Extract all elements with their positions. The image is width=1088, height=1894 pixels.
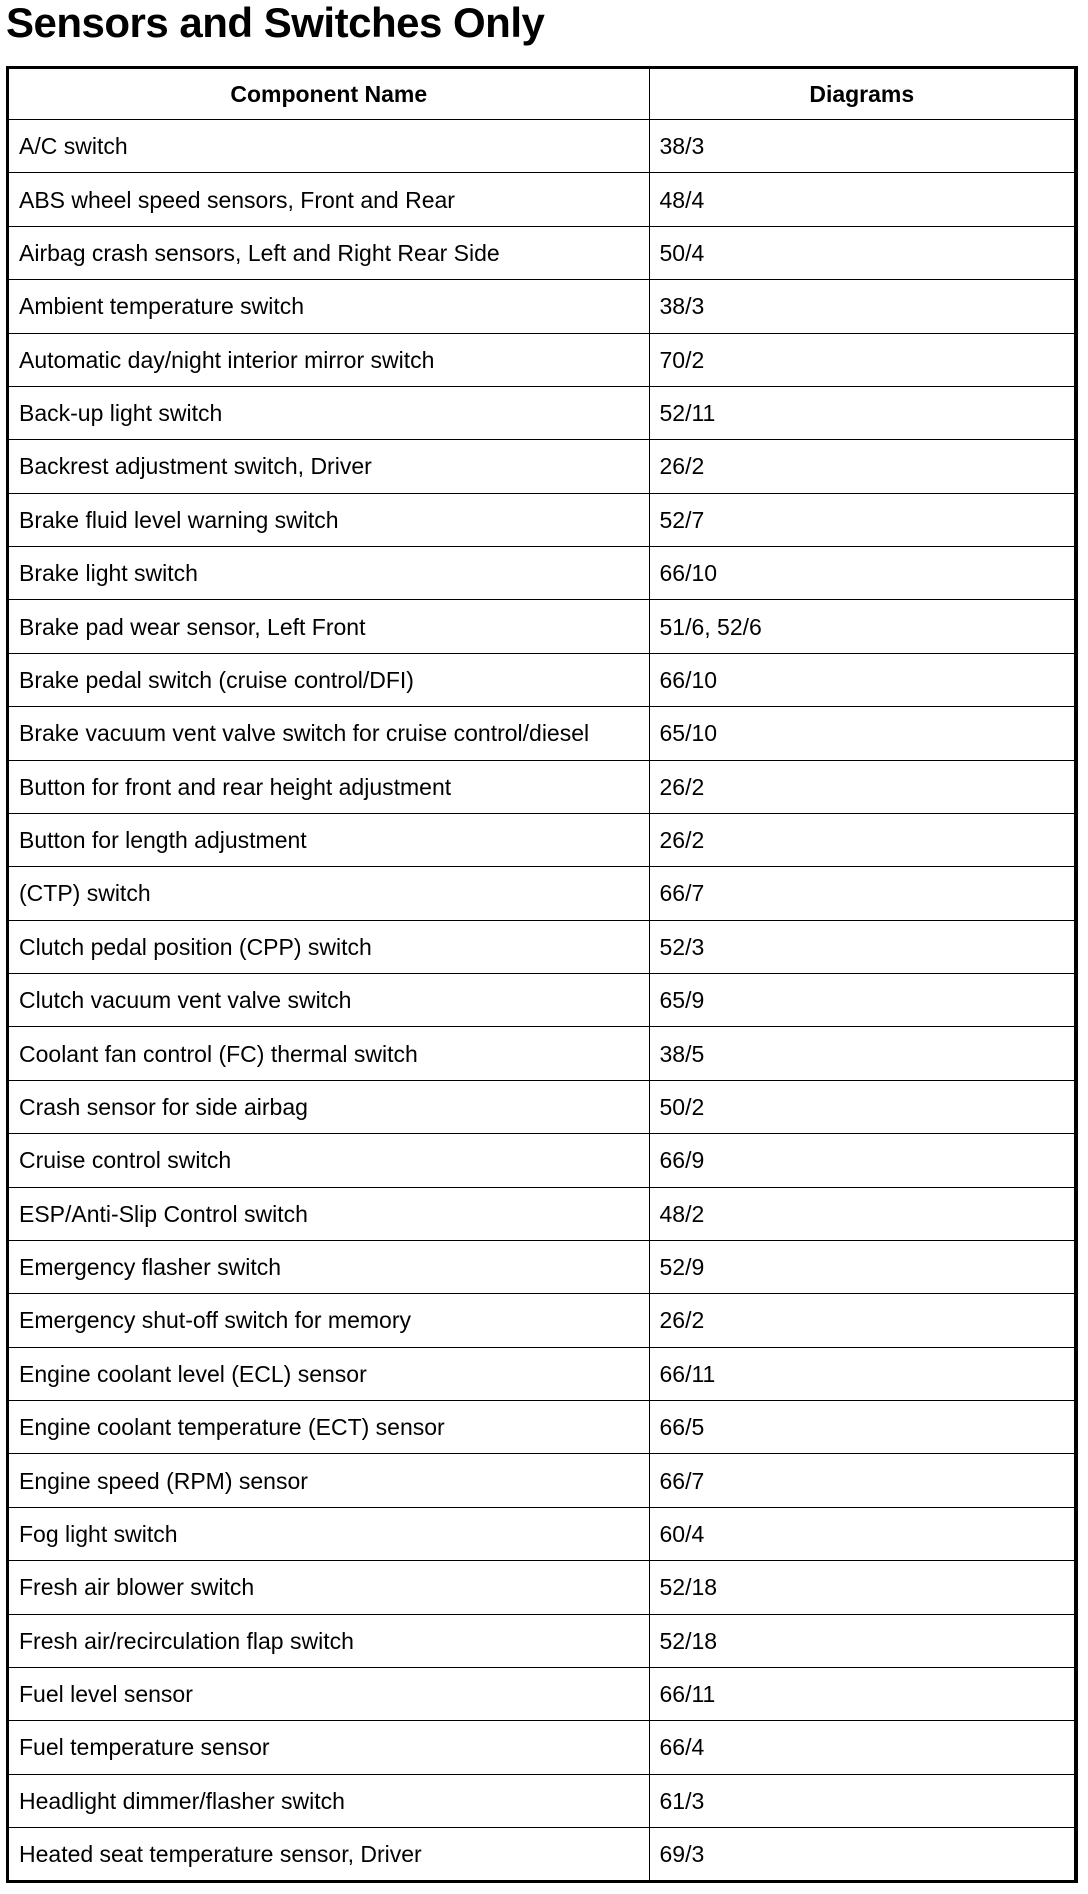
- diagrams-cell: 66/10: [649, 653, 1074, 706]
- table-row: [9, 920, 1074, 973]
- diagrams-cell: 66/11: [649, 1667, 1074, 1720]
- component-name-cell: Automatic day/night interior mirror switch: [9, 333, 649, 386]
- component-name-cell: Airbag crash sensors, Left and Right Rear Side: [9, 226, 649, 279]
- table-row: [9, 1828, 1074, 1881]
- component-name-cell: Ambient temperature switch: [9, 280, 649, 333]
- table-row: [9, 226, 1074, 279]
- table-row: [9, 1027, 1074, 1080]
- component-name-cell: Backrest adjustment switch, Driver: [9, 440, 649, 493]
- diagrams-cell: 26/2: [649, 1294, 1074, 1347]
- table-row: [9, 1561, 1074, 1614]
- diagrams-cell: 52/7: [649, 493, 1074, 546]
- diagrams-cell: 66/4: [649, 1721, 1074, 1774]
- diagrams-cell: 52/11: [649, 386, 1074, 439]
- table-row: [9, 547, 1074, 600]
- table-row: [9, 280, 1074, 333]
- page-title: Sensors and Switches Only: [6, 0, 545, 46]
- table-row: [9, 1507, 1074, 1560]
- diagrams-cell: 48/2: [649, 1187, 1074, 1240]
- component-table: [9, 69, 1074, 1880]
- component-name-cell: Brake light switch: [9, 547, 649, 600]
- diagrams-cell: 65/9: [649, 974, 1074, 1027]
- table-row: [9, 1614, 1074, 1667]
- component-table-container: [6, 66, 1078, 1883]
- component-name-cell: Button for length adjustment: [9, 813, 649, 866]
- header-diagrams: Diagrams: [649, 69, 1074, 120]
- component-name-cell: Cruise control switch: [9, 1134, 649, 1187]
- table-row: [9, 974, 1074, 1027]
- table-row: [9, 1080, 1074, 1133]
- table-row: [9, 120, 1074, 173]
- diagrams-cell: 26/2: [649, 760, 1074, 813]
- table-body: [9, 120, 1074, 1881]
- component-name-cell: Fresh air/recirculation flap switch: [9, 1614, 649, 1667]
- table-row: [9, 707, 1074, 760]
- diagrams-cell: 66/5: [649, 1401, 1074, 1454]
- header-row: [9, 69, 1074, 120]
- diagrams-cell: 50/2: [649, 1080, 1074, 1133]
- diagrams-cell: 26/2: [649, 440, 1074, 493]
- diagrams-cell: 52/9: [649, 1240, 1074, 1293]
- component-name-cell: Fuel level sensor: [9, 1667, 649, 1720]
- component-name-cell: Crash sensor for side airbag: [9, 1080, 649, 1133]
- table-row: [9, 1774, 1074, 1827]
- table-row: [9, 1454, 1074, 1507]
- diagrams-cell: 69/3: [649, 1828, 1074, 1881]
- diagrams-cell: 50/4: [649, 226, 1074, 279]
- table-row: [9, 333, 1074, 386]
- component-name-cell: ABS wheel speed sensors, Front and Rear: [9, 173, 649, 226]
- diagrams-cell: 60/4: [649, 1507, 1074, 1560]
- component-name-cell: Brake pad wear sensor, Left Front: [9, 600, 649, 653]
- table-row: [9, 1187, 1074, 1240]
- diagrams-cell: 52/18: [649, 1561, 1074, 1614]
- table-row: [9, 1667, 1074, 1720]
- component-name-cell: Brake pedal switch (cruise control/DFI): [9, 653, 649, 706]
- table-row: [9, 493, 1074, 546]
- component-name-cell: ESP/Anti-Slip Control switch: [9, 1187, 649, 1240]
- component-name-cell: Clutch vacuum vent valve switch: [9, 974, 649, 1027]
- table-row: [9, 440, 1074, 493]
- diagrams-cell: 52/3: [649, 920, 1074, 973]
- table-row: [9, 1134, 1074, 1187]
- component-name-cell: Headlight dimmer/flasher switch: [9, 1774, 649, 1827]
- component-name-cell: Engine speed (RPM) sensor: [9, 1454, 649, 1507]
- table-row: [9, 600, 1074, 653]
- diagrams-cell: 48/4: [649, 173, 1074, 226]
- component-name-cell: A/C switch: [9, 120, 649, 173]
- component-name-cell: (CTP) switch: [9, 867, 649, 920]
- table-row: [9, 1240, 1074, 1293]
- diagrams-cell: 65/10: [649, 707, 1074, 760]
- header-component-name: Component Name: [9, 69, 649, 120]
- diagrams-cell: 51/6, 52/6: [649, 600, 1074, 653]
- component-name-cell: Engine coolant temperature (ECT) sensor: [9, 1401, 649, 1454]
- diagrams-cell: 70/2: [649, 333, 1074, 386]
- table-row: [9, 867, 1074, 920]
- component-name-cell: Emergency flasher switch: [9, 1240, 649, 1293]
- diagrams-cell: 38/5: [649, 1027, 1074, 1080]
- table-row: [9, 1294, 1074, 1347]
- diagrams-cell: 66/9: [649, 1134, 1074, 1187]
- diagrams-cell: 66/10: [649, 547, 1074, 600]
- diagrams-cell: 38/3: [649, 280, 1074, 333]
- component-name-cell: Button for front and rear height adjustment: [9, 760, 649, 813]
- diagrams-cell: 66/11: [649, 1347, 1074, 1400]
- diagrams-cell: 26/2: [649, 813, 1074, 866]
- component-name-cell: Emergency shut-off switch for memory: [9, 1294, 649, 1347]
- diagrams-cell: 66/7: [649, 867, 1074, 920]
- table-row: [9, 760, 1074, 813]
- table-row: [9, 1401, 1074, 1454]
- diagrams-cell: 61/3: [649, 1774, 1074, 1827]
- diagrams-cell: 38/3: [649, 120, 1074, 173]
- component-name-cell: Fresh air blower switch: [9, 1561, 649, 1614]
- table-row: [9, 1721, 1074, 1774]
- component-name-cell: Heated seat temperature sensor, Driver: [9, 1828, 649, 1881]
- component-name-cell: Fog light switch: [9, 1507, 649, 1560]
- component-name-cell: Coolant fan control (FC) thermal switch: [9, 1027, 649, 1080]
- table-row: [9, 813, 1074, 866]
- component-name-cell: Clutch pedal position (CPP) switch: [9, 920, 649, 973]
- table-row: [9, 173, 1074, 226]
- table-row: [9, 653, 1074, 706]
- diagrams-cell: 66/7: [649, 1454, 1074, 1507]
- component-name-cell: Brake fluid level warning switch: [9, 493, 649, 546]
- component-name-cell: Brake vacuum vent valve switch for cruise control/diesel: [9, 707, 649, 760]
- component-name-cell: Back-up light switch: [9, 386, 649, 439]
- diagrams-cell: 52/18: [649, 1614, 1074, 1667]
- table-row: [9, 1347, 1074, 1400]
- component-name-cell: Engine coolant level (ECL) sensor: [9, 1347, 649, 1400]
- component-name-cell: Fuel temperature sensor: [9, 1721, 649, 1774]
- table-row: [9, 386, 1074, 439]
- table-header: [9, 69, 1074, 120]
